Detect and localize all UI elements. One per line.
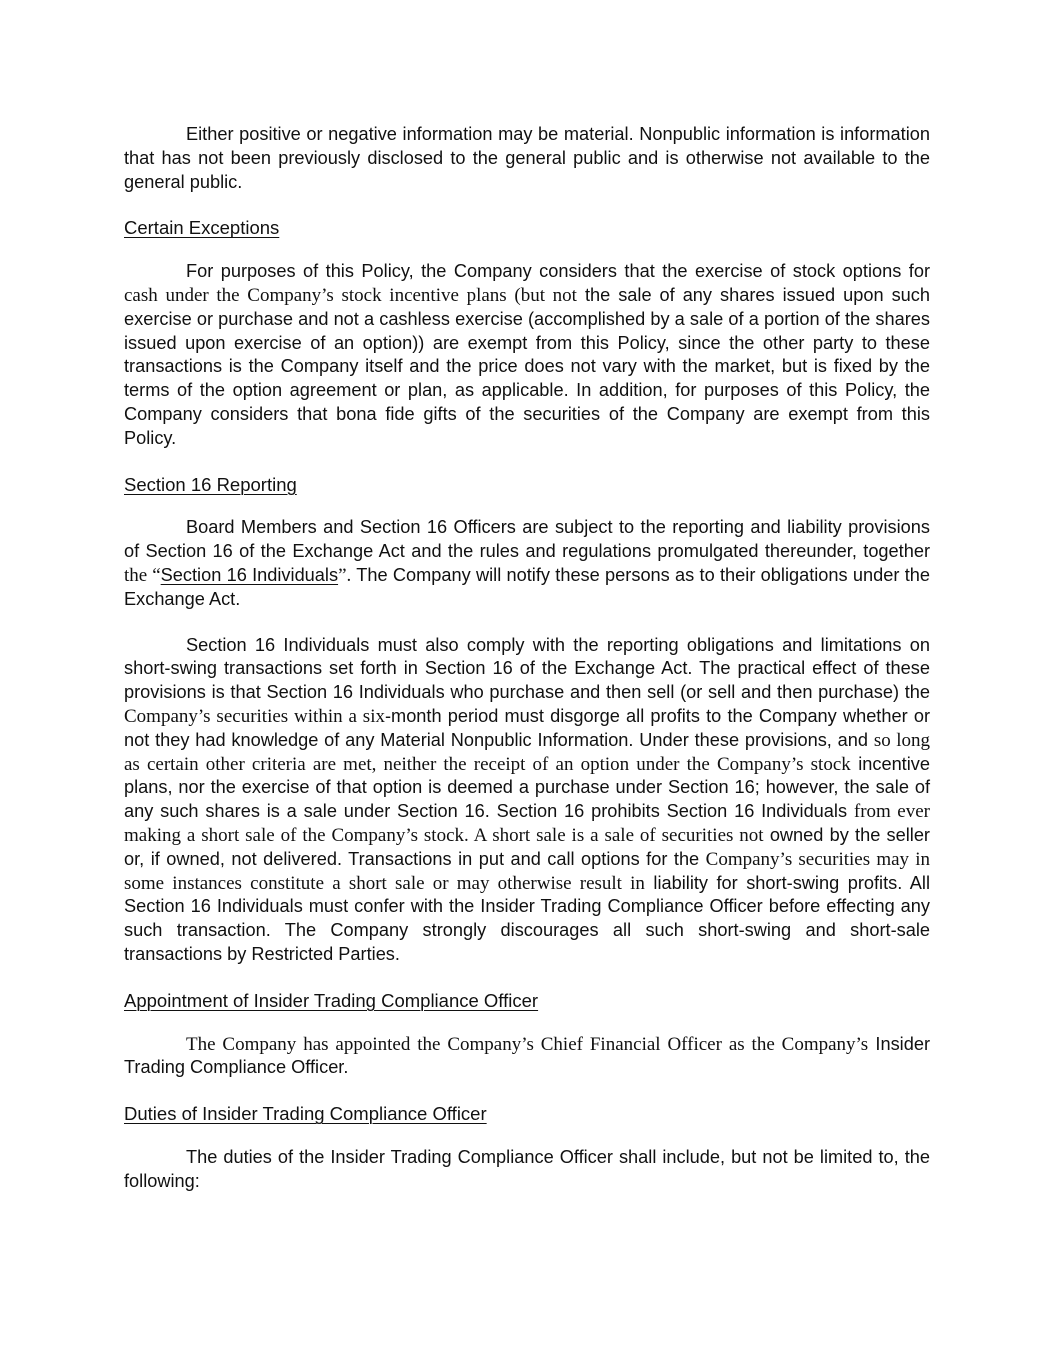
heading-certain-exceptions: Certain Exceptions — [124, 217, 280, 239]
text-run: The duties of the Insider Trading Compliance Officer shall include, but not be limited to, the following: — [124, 1146, 930, 1191]
text-run-serif: The Company has appointed the Company’s Chief Financial Officer as the Company’s — [186, 1033, 869, 1055]
text-run: owned by the seller or, if owned, not delivered. Transactions in put and call options for the — [124, 824, 930, 869]
text-run-serif: so long as certain other criteria are met, neither the receipt of an option under the Company’s stock — [124, 729, 930, 775]
text-run-serif: the “ — [124, 564, 161, 586]
paragraph-appointment — [124, 1033, 930, 1081]
text-run-serif: ”. — [338, 564, 352, 586]
text-run: the sale of any shares issued upon such exercise or purchase and not a cashless exercise (accomplished by a sale of a portion of the shares issued upon exercise of an option)) are exempt from this Policy, since the other party to these transactions is the Company itself and the price does not vary with the market, but is fixed by the terms of the option agreement or plan, as applicable. In addition, for purposes of this Policy, the Company considers that bona fide gifts of the securities of the Company are exempt from this Policy. — [124, 284, 930, 448]
text-run-serif: cash under the Company’s stock incentive plans (but not — [124, 284, 577, 306]
text-run: Section 16 Individuals must also comply with the reporting obligations and limitations on short-swing transactions set forth in Section 16 of the Exchange Act. The practical effect of these provisions is that Section 16 Individuals who purchase and then sell (or sell and then purchase) the — [124, 634, 930, 703]
text-run-serif: Company’s securities within a six — [124, 705, 385, 727]
text-run: -month period must disgorge all profits to the Company whether or not they had knowledge of any Material Nonpublic Information. Under these provisions, and — [124, 705, 930, 750]
heading-appointment-compliance-officer: Appointment of Insider Trading Compliance Officer — [124, 989, 539, 1011]
paragraph-section-16-individuals — [124, 516, 930, 611]
heading-duties-compliance-officer: Duties of Insider Trading Compliance Officer — [124, 1103, 487, 1125]
defined-term-section-16-individuals: Section 16 Individuals — [160, 564, 339, 585]
text-run: liability for short-swing profits. All Section 16 Individuals must confer with the Insider Trading Compliance Officer before effecting any such transaction. The Company strongly discourages all such short-swing and short-sale transactions by Restricted Parties. — [124, 872, 930, 964]
text-run-serif: Company’s securities may in some instances constitute a short sale or may otherwise result in — [124, 848, 930, 894]
text-run-serif: from ever making a short sale of the Company’s stock. A short sale is a sale of securities not — [124, 801, 930, 846]
paragraph-short-swing — [124, 634, 930, 967]
text-run: Either positive or negative information may be material. Nonpublic information is information that has not been previously disclosed to the general public and is otherwise not available to the general public. — [124, 124, 930, 192]
text-run: The Company will notify these persons as to their obligations under the Exchange Act. — [124, 564, 931, 609]
text-run: incentive plans, nor the exercise of that option is deemed a purchase under Section 16; however, the sale of any such shares is a sale under Section 16. Section 16 prohibits Section 16 Individuals — [124, 753, 930, 822]
text-run: Insider Trading Compliance Officer. — [124, 1033, 930, 1078]
document-page — [124, 123, 930, 1193]
text-run: Board Members and Section 16 Officers are subject to the reporting and liability provisions of Section 16 of the Exchange Act and the rules and regulations promulgated thereunder, together — [124, 517, 930, 562]
text-run: For purposes of this Policy, the Company considers that the exercise of stock options for — [186, 261, 930, 282]
paragraph-duties — [124, 1146, 930, 1194]
paragraph-exceptions — [124, 260, 930, 450]
heading-section-16-reporting: Section 16 Reporting — [124, 473, 297, 495]
paragraph-material-information — [124, 123, 930, 194]
